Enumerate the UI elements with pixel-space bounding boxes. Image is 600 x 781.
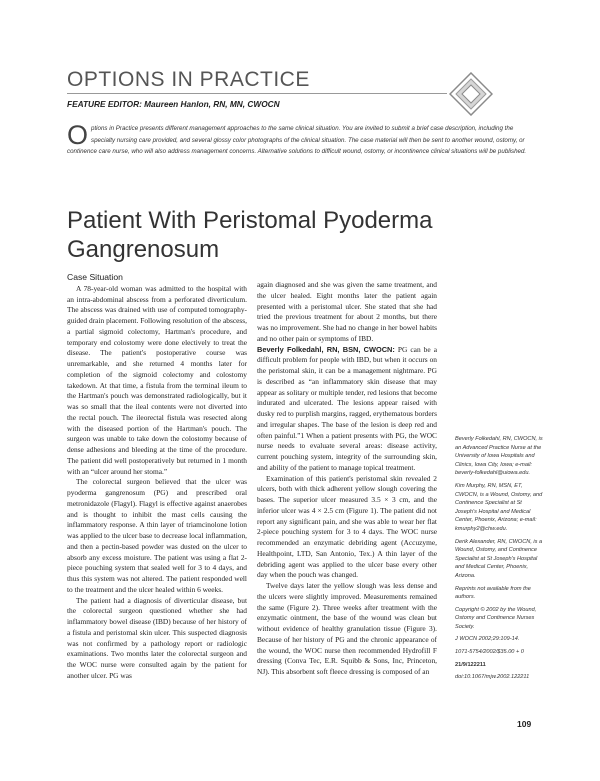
col2-paragraph-2-text: PG can be a difficult problem for people with IBD, but when it occurs on the peristomal skin, it can be a management nightmare. PG is described as “an inflammatory skin disease that may appear as solitary or multiple tender, red lesions that become indurated and ulcerated. The lesions appear raised with dusky red to purplish margins, ragged, erythematous borders and irregular shapes. The base of the lesion is deep red and often painful.”1 When a patient presents with PG, the WOC nurse needs to evaluate several areas: disease activity, current pouching system, integrity of the surrounding skin, and ability of the patient to manage topical treatment. [257, 344, 437, 472]
sidebar-issn: 1071-5754/2002/$35.00 + 0 [455, 649, 524, 656]
sidebar-doi: doi:10.1067/mjw.2002.122211 [455, 674, 530, 681]
col2-paragraph-2 [257, 345, 437, 474]
col2-paragraph-1: again diagnosed and she was given the same treatment, and the ulcer healed. Eight months later the patient again presented with a peristomal ulcer. She stated that she had tried the previous treatment for about 2 months, but there was no improvement. She had no change in her bowel habits and no other pain or symptoms of IBD. [257, 280, 437, 343]
author-name: Beverly Folkedahl, RN, BSN, CWOCN: [257, 344, 395, 354]
header-rule [67, 93, 447, 94]
article-title: Patient With Peristomal Pyoderma Gangrenosum [67, 207, 433, 263]
author-sidebar [455, 435, 545, 686]
section-title: OPTIONS IN PRACTICE [67, 68, 310, 91]
case-situation-heading: Case Situation [67, 272, 123, 282]
diamond-logo-icon [449, 72, 493, 116]
feature-editor: FEATURE EDITOR: Maureen Hanlon, RN, MN, CWOCN [67, 99, 280, 109]
intro-text: ptions in Practice presents different management approaches to the same clinical situation. You are invited to submit a brief case description, including the specialty nursing care provided, and several glossy color photographs of the clinical situation. The case material will then be sent to another wound, ostomy, or continence care nurse, who will also address management concerns. Alternative solutions to difficult wound, ostomy, or incontinence clinical situations will be published. [67, 125, 527, 155]
sidebar-citation: J WOCN 2002;29:109-14. [455, 636, 520, 643]
sidebar-author-2: Kim Murphy, RN, MSN, ET, CWOCN, is a Wound, Ostomy, and Continence Specialist at St Joseph's Hospital and Medical Center, Phoenix, Arizona; e-mail: kmurphy2@chw.edu. [455, 482, 543, 532]
sidebar-author-3: Derik Alexander, RN, CWOCN, is a Wound, Ostomy, and Continence Specialist at St Joseph's Hospital and Medical Center, Phoenix, Arizona. [455, 538, 543, 579]
sidebar-copyright: Copyright © 2002 by the Wound, Ostomy and Continence Nurses Society. [455, 606, 537, 630]
col1-paragraph-3: The patient had a diagnosis of diverticular disease, but the colorectal surgeon questioned whether she had inflammatory bowel disease (IBD) because of her history of a fistula and peristomal skin ulcer. This suspected diagnosis was not confirmed by a pathology report or radiologic examinations. Two months later the colorectal surgeon and the WOC nurse were consulted again by the patient for another ulcer. PG was [67, 595, 247, 680]
col2-paragraph-4: Twelve days later the yellow slough was less dense and the ulcers were slightly improved. Measurements remained the same (Figure 2). Three weeks after treatment with the enzymatic ointment, the base of the wound was clean but without evidence of healthy granulation tissue (Figure 3). Because of her history of PG and the chronic appearance of the wound, the WOC nurse then recommended Hydrofill F dressing (Conva Tec, E.R. Squibb & Sons, Inc, Princeton, NJ). This absorbent soft fleece dressing is composed of an [257, 581, 437, 676]
sidebar-author-1: Beverly Folkedahl, RN, CWOCN, is an Advanced Practice Nurse at the University of Iowa Hospitals and Clinics, Iowa City, Iowa; e-mail: beverly-folkedahl@uiowa.edu. [455, 436, 543, 477]
sidebar-reprints: Reprints not available from the authors. [455, 585, 531, 601]
column-middle [257, 280, 437, 678]
sidebar-issue: 21/9/122211 [455, 661, 486, 668]
col2-paragraph-3: Examination of this patient's peristomal skin revealed 2 ulcers, both with thick adherent yellow slough covering the bases. The superior ulcer measured 3.5 × 3 cm, and the inferior ulcer was 4 × 2.5 cm (Figure 1). The patient did not report any significant pain, and she was able to wear her flat 2-piece pouching system for 3 to 4 days. The WOC nurse recommended an enzymatic debriding agent (Accuzyme, Healthpoint, LTD, San Antonio, Tex.) A thin layer of the debriding agent was applied to the ulcer base every other day when the pouch was changed. [257, 473, 437, 580]
col1-paragraph-2: The colorectal surgeon believed that the ulcer was pyoderma gangrenosum (PG) and prescribed oral metronidazole (Flagyl). Flagyl is effective against anaerobes and is thought to inhibit the mast cells causing the inflammatory response. A thin layer of triamcinolone lotion was applied to the ulcer base to decrease local inflammation, and then a pectin-based powder was dusted on the ulcer to absorb any excess moisture. The patient was using a flat 2-piece pouching system that sealed well for 3 to 4 days, and thus this system was not altered. The patient responded well to the treatment and the ulcer healed within 6 weeks. [67, 477, 247, 594]
col1-paragraph-1: A 78-year-old woman was admitted to the hospital with an intra-abdominal abscess from a perforated diverticulum. The abscess was drained with use of computed tomography-guided drain placement. Following resolution of the abscess, a partial sigmoid colectomy, Hartman's procedure, and temporary end colostomy were done electively to treat the disease. The patient's postoperative course was unremarkable, and she returned 4 months later for completion of the sigmoid colectomy and colostomy takedown. At that time, a fistula from the terminal ileum to the Hartman's pouch was demonstrated radiologically, but it was so small that the ileal contents were not diverted into the rectal pouch. The ileorectal fistula was resected along with the diseased portion of the Hartman's pouch. The surgeon was unable to take down the colostomy because of dense adhesions and bleeding at the time of the procedure. The patient did well postoperatively but returned in 1 month with an “ulcer around her stoma.” [67, 283, 247, 476]
intro-paragraph [67, 120, 530, 158]
column-left [67, 272, 247, 682]
page-number: 109 [517, 719, 532, 729]
intro-dropcap: O [67, 120, 89, 150]
